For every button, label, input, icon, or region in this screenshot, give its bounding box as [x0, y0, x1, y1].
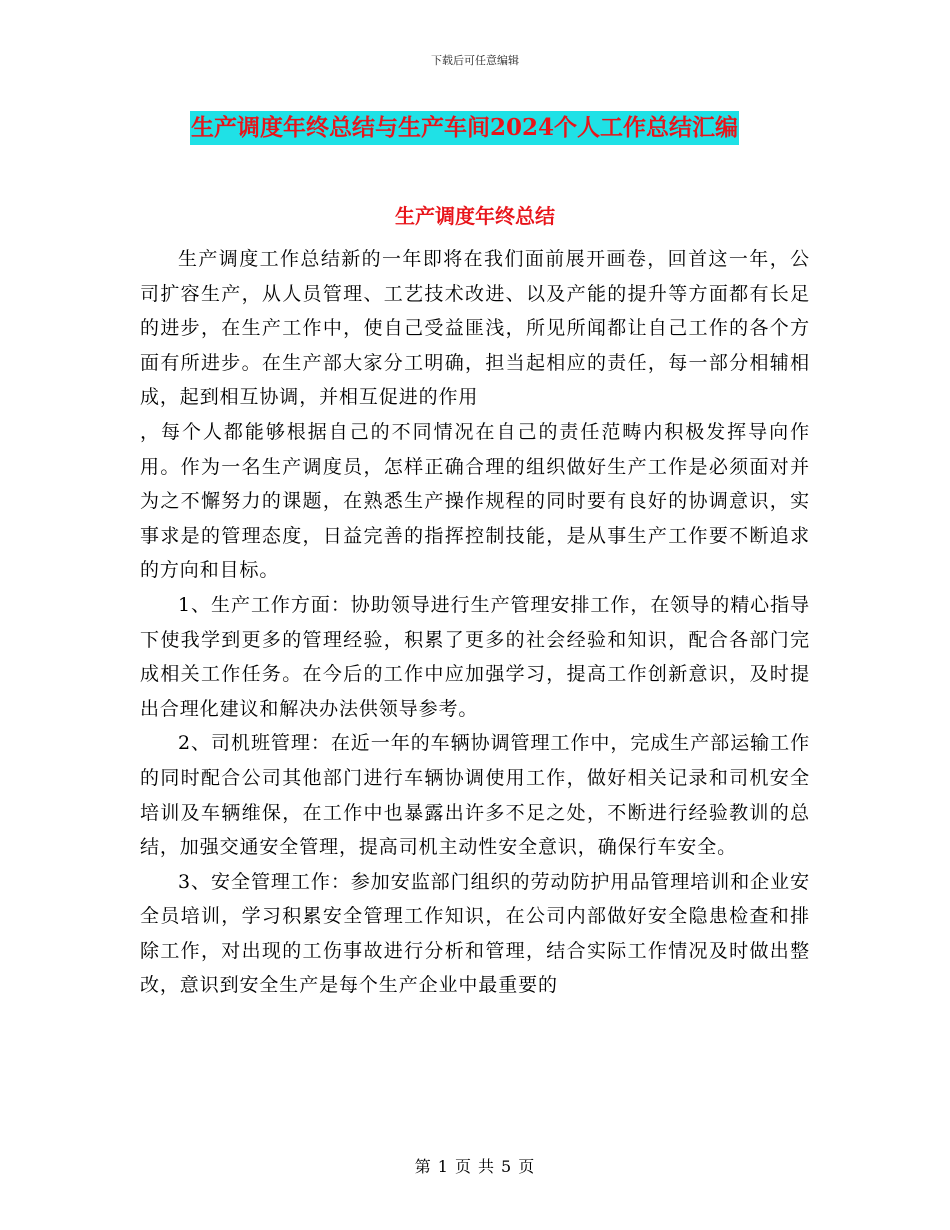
page-number: 1: [437, 1157, 449, 1176]
document-body: [140, 242, 810, 1003]
page-footer: [0, 1154, 950, 1177]
paragraph: 1、生产工作方面：协助领导进行生产管理安排工作，在领导的精心指导下使我学到更多的管理经验，积累了更多的社会经验和知识，配合各部门完成相关工作任务。在今后的工作中应加强学习，提高工作创新意识，及时提出合理化建议和解决办法供领导参考。: [140, 593, 810, 720]
section-title: 生产调度年终总结: [395, 204, 555, 228]
document-title: 生产调度年终总结与生产车间2024个人工作总结汇编: [190, 111, 739, 145]
total-pages: 5: [501, 1157, 513, 1176]
header-note: 下载后可任意编辑: [431, 54, 519, 67]
footer-suffix: 页: [518, 1157, 536, 1176]
footer-prefix: 第: [414, 1157, 432, 1176]
paragraph: 3、安全管理工作：参加安监部门组织的劳动防护用品管理培训和企业安全员培训，学习积累安全管理工作知识，在公司内部做好安全隐患检查和排除工作，对出现的工伤事故进行分析和管理，结合实际工作情况及时做出整改，意识到安全生产是每个生产企业中最重要的: [140, 870, 810, 997]
paragraph: 生产调度工作总结新的一年即将在我们面前展开画卷，回首这一年，公司扩容生产，从人员管理、工艺技术改进、以及产能的提升等方面都有长足的进步，在生产工作中，使自己受益匪浅，所见所闻都让自己工作的各个方面有所进步。在生产部大家分工明确，担当起相应的责任，每一部分相辅相成，起到相互协调，并相互促进的作用: [140, 248, 810, 409]
footer-middle: 页 共: [454, 1157, 496, 1176]
paragraph: ，每个人都能够根据自己的不同情况在自己的责任范畴内积极发挥导向作用。作为一名生产调度员，怎样正确合理的组织做好生产工作是必须面对并为之不懈努力的课题，在熟悉生产操作规程的同时要有良好的协调意识，实事求是的管理态度，日益完善的指挥控制技能，是从事生产工作要不断追求的方向和目标。: [140, 420, 810, 582]
paragraph: 2、司机班管理：在近一年的车辆协调管理工作中，完成生产部运输工作的同时配合公司其他部门进行车辆协调使用工作，做好相关记录和司机安全培训及车辆维保，在工作中也暴露出许多不足之处，不断进行经验教训的总结，加强交通安全管理，提高司机主动性安全意识，确保行车安全。: [140, 732, 810, 859]
